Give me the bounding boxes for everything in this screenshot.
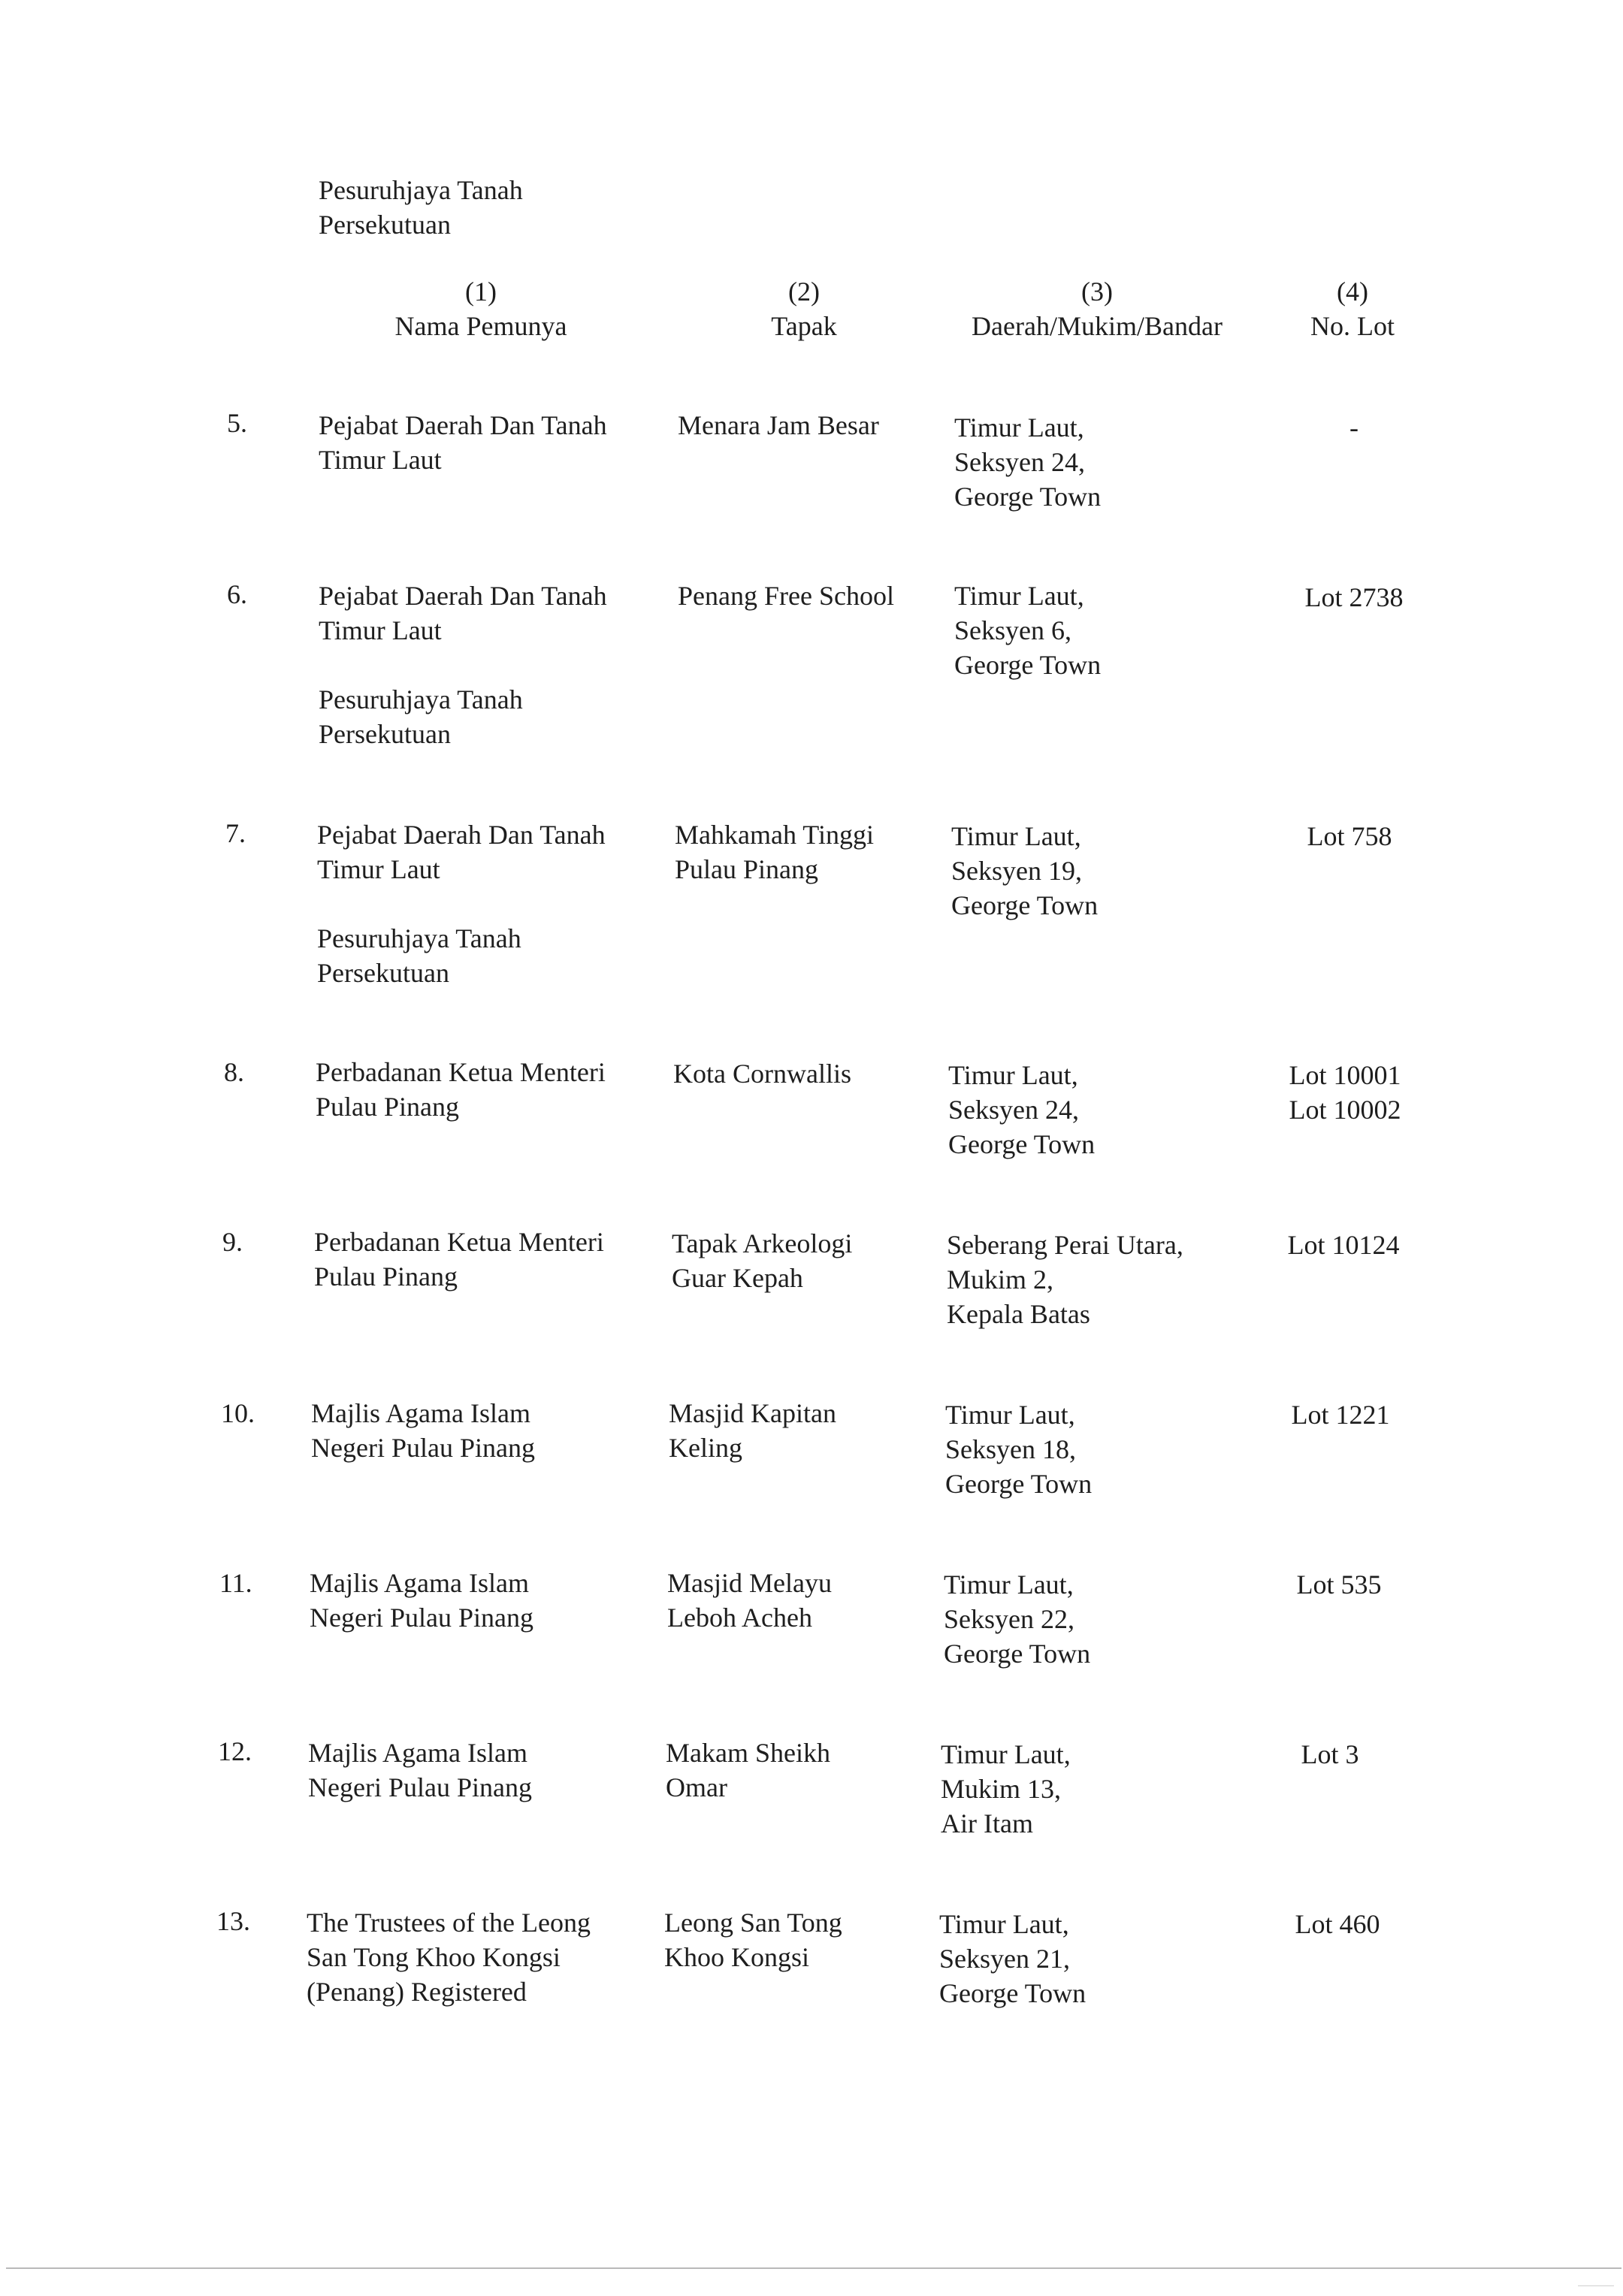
- lot-line: Lot 460: [1295, 1909, 1380, 1939]
- owner-cell: [314, 1225, 604, 1294]
- site-line: Omar: [666, 1772, 727, 1802]
- site-cell: [675, 817, 874, 887]
- area-line: George Town: [939, 1978, 1087, 2008]
- owner-line: Pulau Pinang: [314, 1261, 458, 1292]
- site-line: Pulau Pinang: [675, 854, 819, 884]
- lot-line: Lot 10001: [1289, 1060, 1401, 1090]
- area-line: Timur Laut,: [954, 412, 1084, 443]
- area-cell: [954, 579, 1101, 682]
- lot-line: Lot 10002: [1289, 1095, 1401, 1125]
- area-line: George Town: [954, 482, 1102, 512]
- row-number: 12.: [218, 1736, 252, 1766]
- lot-line: Lot 535: [1296, 1569, 1382, 1600]
- header-col-4: [1255, 274, 1450, 343]
- owner-line: Negeri Pulau Pinang: [308, 1772, 532, 1802]
- row-number: 5.: [227, 408, 247, 438]
- site-line: Penang Free School: [678, 581, 894, 611]
- owner-line: Perbadanan Ketua Menteri: [316, 1057, 606, 1087]
- owner-line: Pejabat Daerah Dan Tanah: [319, 581, 607, 611]
- site-line: Guar Kepah: [672, 1263, 803, 1293]
- header-col-1-label: Nama Pemunya: [394, 311, 567, 341]
- owner-line: Timur Laut: [319, 615, 442, 645]
- header-col-3: [939, 274, 1255, 343]
- site-line: Leboh Acheh: [667, 1603, 812, 1633]
- row-number: 13.: [216, 1906, 250, 1936]
- area-cell: [941, 1737, 1071, 1841]
- owner-cell: [319, 579, 607, 751]
- area-cell: [954, 410, 1101, 514]
- owner-cell: [316, 1055, 606, 1124]
- lot-line: Lot 3: [1301, 1739, 1359, 1769]
- owner-line: Pejabat Daerah Dan Tanah: [319, 410, 607, 440]
- site-cell: [669, 1396, 836, 1465]
- area-line: Timur Laut,: [945, 1400, 1075, 1430]
- row-number: 7.: [225, 818, 246, 848]
- site-cell: [678, 579, 894, 613]
- owner-cell: [308, 1736, 532, 1805]
- header-col-4-number: (4): [1337, 276, 1368, 307]
- area-line: Seksyen 24,: [954, 447, 1085, 477]
- continuation-note: [319, 173, 523, 242]
- header-col-2-number: (2): [788, 276, 820, 307]
- row-number: 9.: [222, 1227, 243, 1257]
- area-line: Seksyen 21,: [939, 1944, 1070, 1974]
- owner-line: Majlis Agama Islam: [310, 1568, 529, 1598]
- owner-line: (Penang) Registered: [307, 1977, 527, 2007]
- site-line: Khoo Kongsi: [664, 1942, 810, 1972]
- header-col-2: [691, 274, 917, 343]
- owner-cell: [311, 1396, 535, 1465]
- site-line: Menara Jam Besar: [678, 410, 879, 440]
- area-line: George Town: [944, 1639, 1091, 1669]
- owner-line: Pejabat Daerah Dan Tanah: [317, 820, 606, 850]
- site-line: Keling: [669, 1433, 742, 1463]
- area-cell: [945, 1397, 1092, 1501]
- owner-line: The Trustees of the Leong: [307, 1908, 591, 1938]
- lot-cell: [1247, 1058, 1443, 1127]
- area-line: Timur Laut,: [939, 1909, 1069, 1939]
- lot-cell: [1256, 410, 1452, 445]
- owner-line: Majlis Agama Islam: [308, 1738, 527, 1768]
- area-line: Timur Laut,: [954, 581, 1084, 611]
- continuation-line: Pesuruhjaya Tanah: [319, 175, 523, 205]
- owner-line: Persekutuan: [319, 719, 451, 749]
- owner-line: Timur Laut: [319, 445, 442, 475]
- area-line: Seksyen 18,: [945, 1434, 1076, 1464]
- owner-cell: [310, 1566, 533, 1635]
- site-cell: [667, 1566, 832, 1635]
- lot-cell: [1256, 580, 1452, 615]
- area-cell: [951, 819, 1098, 923]
- area-cell: [947, 1228, 1183, 1331]
- area-line: Seksyen 24,: [948, 1095, 1079, 1125]
- area-line: Mukim 2,: [947, 1264, 1054, 1295]
- site-line: Makam Sheikh: [666, 1738, 830, 1768]
- owner-cell: [319, 408, 607, 477]
- area-cell: [944, 1567, 1090, 1671]
- lot-line: Lot 2738: [1304, 582, 1404, 612]
- header-col-3-number: (3): [1081, 276, 1113, 307]
- lot-cell: [1240, 1907, 1435, 1941]
- area-line: Timur Laut,: [948, 1060, 1078, 1090]
- owner-cell: [317, 817, 606, 990]
- header-col-4-label: No. Lot: [1310, 311, 1395, 341]
- site-cell: [678, 408, 879, 443]
- area-line: Kepala Batas: [947, 1299, 1090, 1329]
- area-line: George Town: [945, 1469, 1093, 1499]
- area-line: Seksyen 6,: [954, 615, 1071, 645]
- area-line: Timur Laut,: [941, 1739, 1071, 1769]
- area-line: George Town: [954, 650, 1102, 680]
- area-line: Timur Laut,: [944, 1569, 1074, 1600]
- area-line: Mukim 13,: [941, 1774, 1062, 1804]
- site-line: Mahkamah Tinggi: [675, 820, 875, 850]
- row-number: 8.: [224, 1057, 244, 1087]
- site-line: Leong San Tong: [664, 1908, 842, 1938]
- header-col-2-label: Tapak: [771, 311, 837, 341]
- area-line: Air Itam: [941, 1808, 1033, 1838]
- header-col-3-label: Daerah/Mukim/Bandar: [972, 311, 1223, 341]
- site-cell: [664, 1905, 842, 1974]
- lot-line: Lot 1221: [1291, 1400, 1390, 1430]
- owner-line: Perbadanan Ketua Menteri: [314, 1227, 604, 1257]
- owner-cell: [307, 1905, 591, 2009]
- area-cell: [948, 1058, 1095, 1162]
- scan-mark: [1578, 2285, 1614, 2286]
- site-line: Kota Cornwallis: [673, 1059, 851, 1089]
- spacer: [319, 648, 607, 682]
- owner-line: Majlis Agama Islam: [311, 1398, 530, 1428]
- owner-line: Negeri Pulau Pinang: [311, 1433, 535, 1463]
- site-line: Masjid Kapitan: [669, 1398, 836, 1428]
- row-number: 10.: [221, 1398, 255, 1428]
- header-col-1-number: (1): [465, 276, 497, 307]
- area-cell: [939, 1907, 1086, 2011]
- lot-cell: [1243, 1397, 1438, 1432]
- page-edge-rule: [6, 2267, 1621, 2269]
- lot-cell: [1246, 1228, 1441, 1262]
- site-cell: [672, 1226, 852, 1295]
- lot-cell: [1241, 1567, 1437, 1602]
- owner-line: San Tong Khoo Kongsi: [307, 1942, 561, 1972]
- owner-line: Persekutuan: [317, 958, 449, 988]
- area-line: George Town: [951, 890, 1099, 920]
- area-line: Seksyen 22,: [944, 1604, 1074, 1634]
- owner-line: Pesuruhjaya Tanah: [319, 684, 523, 714]
- spacer: [317, 887, 606, 921]
- header-col-1: [338, 274, 624, 343]
- lot-cell: [1232, 1737, 1428, 1772]
- lot-line: Lot 10124: [1287, 1230, 1400, 1260]
- site-line: Tapak Arkeologi: [672, 1228, 853, 1258]
- site-line: Masjid Melayu: [667, 1568, 832, 1598]
- area-line: George Town: [948, 1129, 1096, 1159]
- lot-cell: [1252, 819, 1447, 853]
- continuation-line: Persekutuan: [319, 210, 451, 240]
- row-number: 11.: [219, 1568, 252, 1598]
- row-number: 6.: [227, 579, 247, 609]
- site-cell: [673, 1056, 851, 1091]
- site-cell: [666, 1736, 830, 1805]
- lot-line: -: [1349, 412, 1359, 443]
- owner-line: Timur Laut: [317, 854, 440, 884]
- owner-line: Pesuruhjaya Tanah: [317, 923, 521, 953]
- area-line: Timur Laut,: [951, 821, 1081, 851]
- owner-line: Negeri Pulau Pinang: [310, 1603, 533, 1633]
- owner-line: Pulau Pinang: [316, 1092, 460, 1122]
- lot-line: Lot 758: [1307, 821, 1392, 851]
- area-line: Seberang Perai Utara,: [947, 1230, 1183, 1260]
- area-line: Seksyen 19,: [951, 856, 1082, 886]
